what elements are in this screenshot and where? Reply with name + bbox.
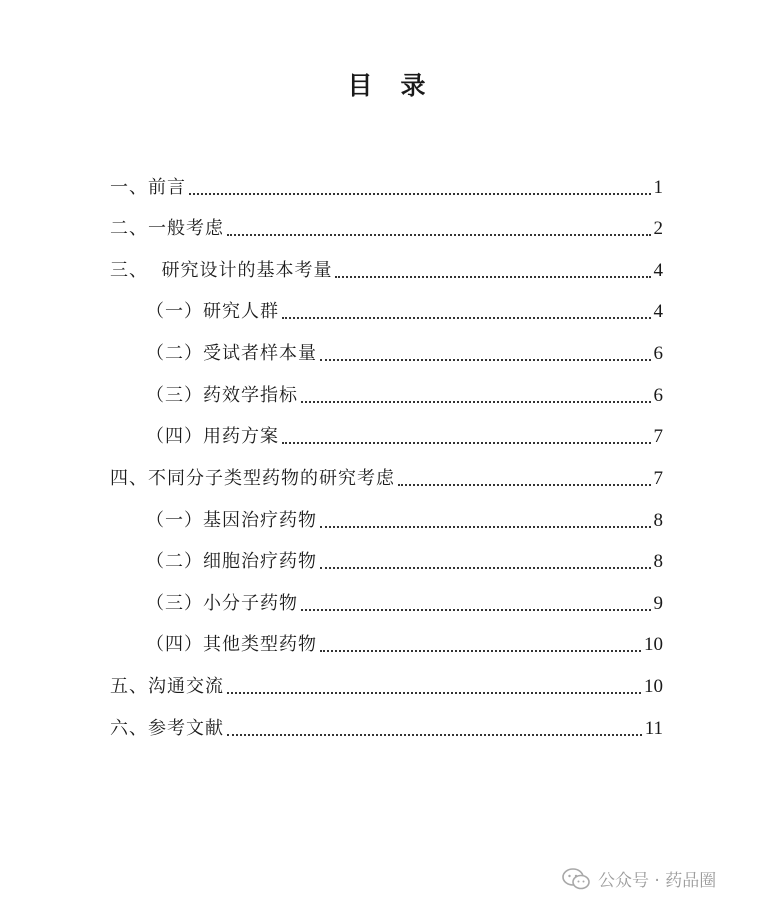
toc-entry-label: （二）受试者样本量 [146, 343, 317, 364]
toc-entry[interactable] [110, 463, 663, 491]
toc-entry[interactable] [146, 588, 663, 616]
toc-entry[interactable] [146, 629, 663, 657]
toc-entry-label: （三）药效学指标 [146, 385, 298, 406]
toc-entry[interactable] [146, 338, 663, 366]
toc-entry-page: 8 [653, 510, 663, 531]
toc-entry-label: （一）研究人群 [146, 301, 279, 322]
toc-entry-page: 10 [644, 634, 663, 655]
toc-entry[interactable] [146, 505, 663, 533]
toc-entry[interactable] [110, 255, 663, 283]
toc-leader-dots [398, 484, 651, 486]
toc-entry-label: 四、不同分子类型药物的研究考虑 [110, 468, 395, 489]
toc-entry-label: 五、沟通交流 [110, 676, 224, 697]
toc-entry-page: 6 [653, 343, 663, 364]
watermark-text: 公众号 · 药品圈 [598, 871, 717, 891]
toc-entry[interactable] [146, 380, 663, 408]
toc-entry-label: （四）用药方案 [146, 426, 279, 447]
page-title [0, 66, 773, 102]
toc-entry-page: 9 [653, 593, 663, 614]
toc-entry[interactable] [110, 213, 663, 241]
toc-entry-label: （二）细胞治疗药物 [146, 551, 317, 572]
toc-leader-dots [282, 317, 651, 319]
toc-entry-page: 2 [653, 218, 663, 239]
toc-entry-label: 一、前言 [110, 177, 186, 198]
toc-entry-page: 1 [653, 177, 663, 198]
toc-entry[interactable] [146, 296, 663, 324]
toc-leader-dots [189, 193, 651, 195]
toc-entry-page: 7 [653, 468, 663, 489]
toc-entry-label: （一）基因治疗药物 [146, 510, 317, 531]
toc-leader-dots [227, 234, 651, 236]
toc-entry-page: 11 [644, 718, 663, 739]
toc-leader-dots [320, 526, 651, 528]
watermark [562, 866, 716, 891]
toc-entry-page: 10 [644, 676, 663, 697]
toc-entry-label: （三）小分子药物 [146, 593, 298, 614]
toc-entry-label: 三、 研究设计的基本考量 [110, 260, 333, 281]
title-char-2: 录 [400, 71, 426, 100]
wechat-icon [562, 868, 590, 890]
toc-entry-label: （四）其他类型药物 [146, 634, 317, 655]
toc-leader-dots [320, 650, 641, 652]
toc-leader-dots [282, 442, 651, 444]
toc-entry[interactable] [146, 546, 663, 574]
toc-entry[interactable] [146, 421, 663, 449]
toc-entry-page: 7 [653, 426, 663, 447]
toc-leader-dots [301, 401, 651, 403]
toc-entry[interactable] [110, 671, 663, 699]
toc-entry-label: 二、一般考虑 [110, 218, 224, 239]
toc-entry-page: 6 [653, 385, 663, 406]
toc-entry-page: 4 [653, 301, 663, 322]
toc-leader-dots [320, 359, 651, 361]
toc-leader-dots [301, 609, 651, 611]
toc-entry-page: 4 [653, 260, 663, 281]
toc-leader-dots [227, 734, 642, 736]
toc-leader-dots [320, 567, 651, 569]
toc-entry-page: 8 [653, 551, 663, 572]
title-char-1: 目 [347, 71, 373, 100]
toc-entry[interactable] [110, 713, 663, 741]
toc-entry-label: 六、参考文献 [110, 718, 224, 739]
toc-entry[interactable] [110, 172, 663, 200]
toc-leader-dots [335, 276, 650, 278]
toc-leader-dots [227, 692, 641, 694]
